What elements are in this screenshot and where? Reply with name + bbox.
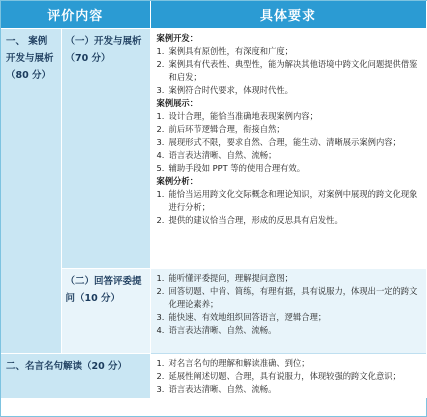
list-item: 3. 展现形式不限，要求自然、合理，能生动、清晰展示案例内容； — [156, 137, 401, 147]
list-item: 2. 回答切题、中肯、简练，有理有据，具有说服力，体现出一定的跨文化理论素养； — [156, 286, 418, 310]
list-item: 1. 案例具有原创性，有深度和广度； — [156, 46, 293, 56]
list-item: 1. 对名言名句的理解和解读准确、到位； — [156, 358, 310, 368]
group-title: 案例分析： — [156, 176, 199, 186]
list-item: 4. 语言表达清晰、自然、流畅； — [156, 150, 277, 160]
list-item: 2. 前后环节逻辑合理，衔接自然； — [156, 124, 285, 134]
group-case-presentation — [157, 97, 420, 175]
header-evaluation-content: 评价内容 — [1, 1, 150, 29]
section1-part1-label: （一）开发与展析（70 分） — [61, 29, 150, 269]
header-specific-requirements: 具体要求 — [150, 1, 426, 29]
table-row — [1, 269, 426, 354]
section1-part2-requirements — [150, 269, 426, 354]
table-row — [1, 354, 426, 399]
list-item: 1. 能听懂评委提问，理解提问意图； — [156, 273, 293, 284]
section2-label: 二、名言名句解读（20 分） — [1, 354, 150, 399]
evaluation-table — [1, 1, 427, 398]
group-title: 案例开发： — [156, 33, 199, 43]
list-item: 5. 辅助手段如 PPT 等的使用合理有效。 — [156, 163, 306, 173]
list-item: 2. 提供的建议恰当合理，形成的反思具有启发性。 — [156, 215, 343, 225]
list-item: 2. 延展性阐述切题、合理，具有说服力，体现较强的跨文化意识； — [156, 371, 401, 381]
section2-requirements — [150, 354, 426, 399]
list-item: 3. 案例符合时代要求，体现时代性。 — [156, 85, 293, 95]
group-case-development — [157, 32, 420, 97]
list-item: 1. 能恰当运用跨文化交际概念和理论知识，对案例中展现的跨文化现象进行分析； — [156, 189, 418, 212]
section1-part2-label: （二）回答评委提问（10 分） — [61, 269, 150, 354]
table-header-row — [1, 1, 426, 29]
group-case-analysis — [157, 175, 420, 227]
list-item: 1. 设计合理，能恰当准确地表现案例内容； — [156, 111, 318, 121]
list-item: 3. 语言表达清晰、自然、流畅。 — [156, 384, 277, 394]
section1-part1-requirements — [150, 29, 426, 269]
group-title: 案例展示： — [156, 98, 199, 108]
table-row — [1, 29, 426, 269]
list-item: 4. 语言表达清晰、自然、流畅。 — [156, 325, 277, 336]
section1-label: 一、 案例开发与展析（80 分） — [1, 29, 61, 354]
list-item: 3. 能快速、有效地组织回答语言，逻辑合理； — [156, 312, 327, 323]
list-item: 2. 案例具有代表性、典型性，能为解决其他语境中跨文化问题提供借鉴和启发； — [156, 59, 418, 82]
